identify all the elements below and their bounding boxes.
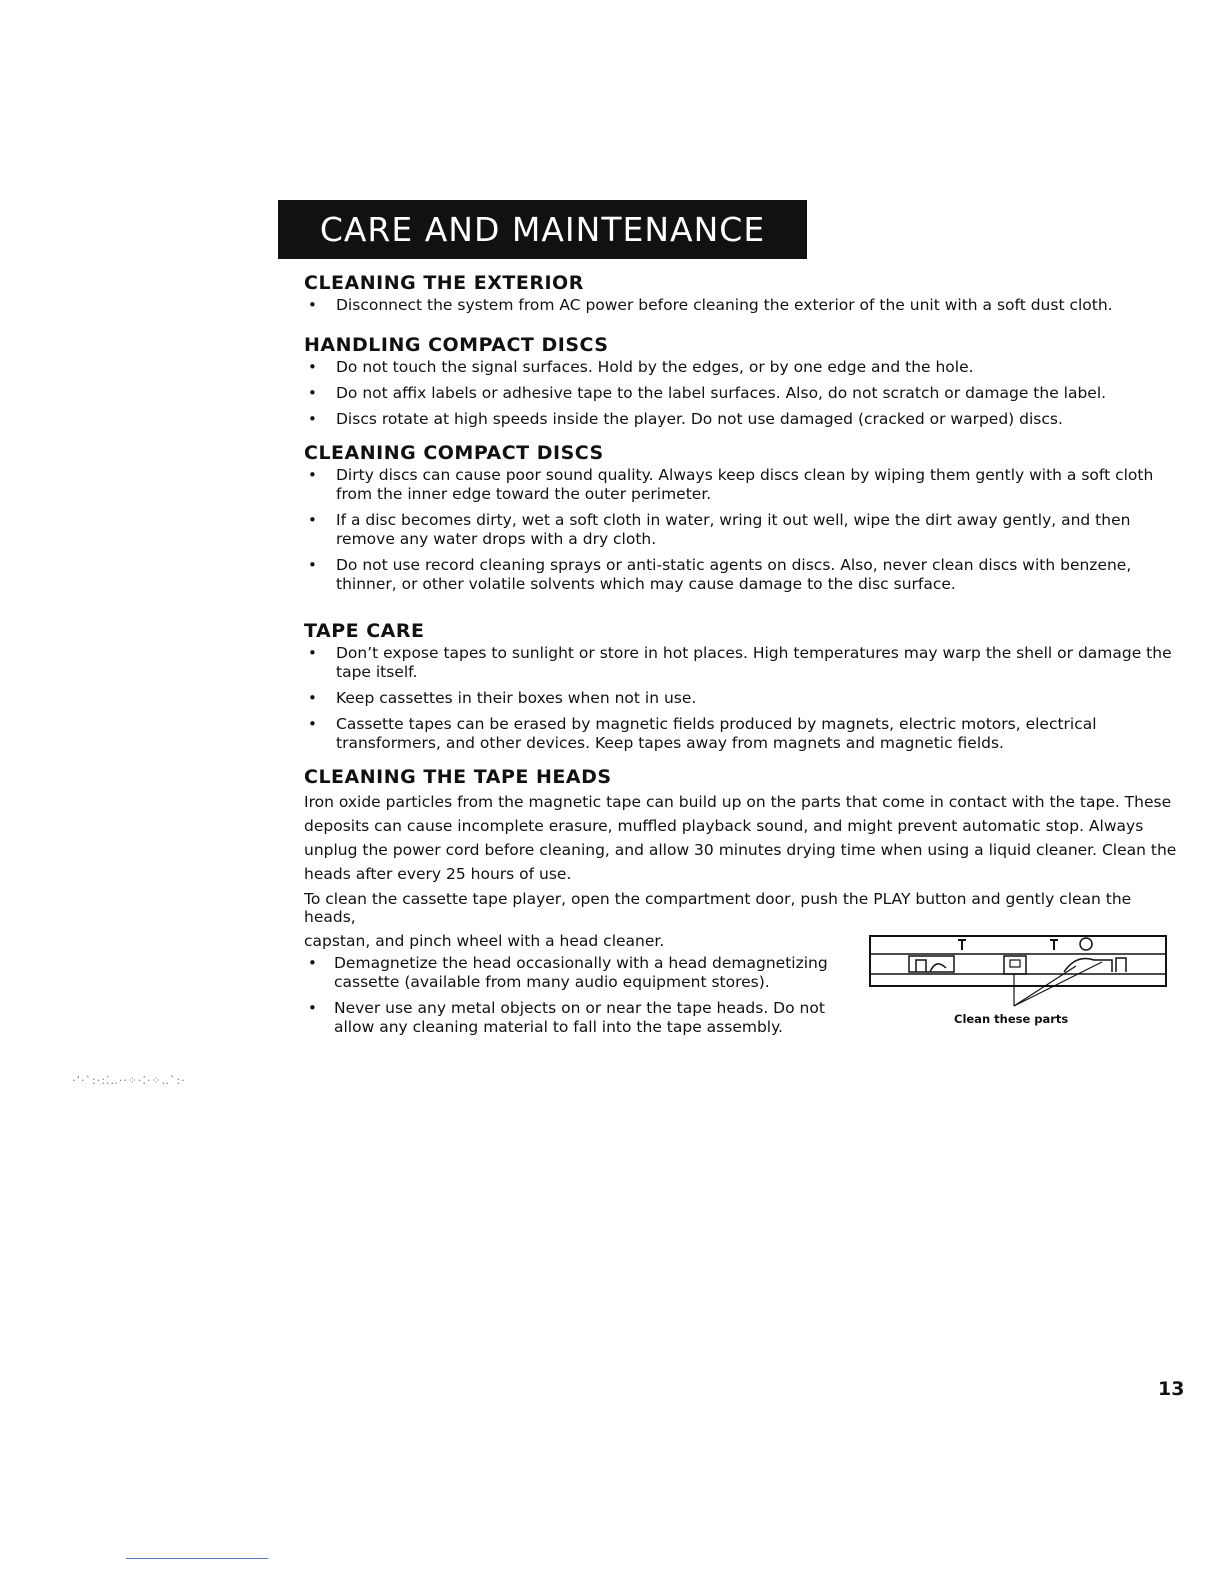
- list-item: • Discs rotate at high speeds inside the player. Do not use damaged (cracked or warped) discs.: [304, 410, 1106, 429]
- scan-artifact: ·ʼ‧ˋ:·:⁚‥·‧⁘·⁚·⁘‥ˋ:·: [72, 1074, 186, 1087]
- list-item: • Disconnect the system from AC power before cleaning the exterior of the unit with a soft dust cloth.: [304, 296, 1113, 315]
- list-item: • Never use any metal objects on or near the tape heads. Do not allow any cleaning material to fall into the tape assembly.: [304, 999, 864, 1037]
- list-item: • If a disc becomes dirty, wet a soft cloth in water, wring it out well, wipe the dirt away gently, and then remove any water drops with a dry cloth.: [304, 511, 1184, 549]
- section-heading: CLEANING COMPACT DISCS: [304, 442, 604, 464]
- page-number: 13: [1158, 1378, 1185, 1400]
- list-item: • Keep cassettes in their boxes when not in use.: [304, 689, 1184, 708]
- section-tape-care: [304, 618, 1184, 760]
- section-heading: TAPE CARE: [304, 620, 425, 642]
- bullet-list: [304, 358, 1106, 429]
- section-heading: CLEANING THE TAPE HEADS: [304, 766, 612, 788]
- list-item: • Demagnetize the head occasionally with a head demagnetizing cassette (available from many audio equipment stores).: [304, 954, 864, 992]
- tape-heads-text: [304, 930, 864, 1037]
- diagram-caption: Clean these parts: [954, 1012, 1069, 1026]
- bullet-list: [304, 954, 864, 1037]
- bullet-list: [304, 296, 1113, 315]
- section-cleaning-tape-heads: [304, 764, 1184, 1044]
- section-handling-discs: [304, 332, 1106, 436]
- section-heading: HANDLING COMPACT DISCS: [304, 334, 609, 356]
- list-item: • Dirty discs can cause poor sound quality. Always keep discs clean by wiping them gently with a soft cloth from the inner edge toward the outer perimeter.: [304, 466, 1184, 504]
- section-heading: CLEANING THE EXTERIOR: [304, 272, 584, 294]
- bullet-list: [304, 644, 1184, 753]
- list-item: • Don’t expose tapes to sunlight or store in hot places. High temperatures may warp the shell or damage the tape itself.: [304, 644, 1184, 682]
- paragraph: To clean the cassette tape player, open the compartment door, push the PLAY button and gently clean the heads,: [304, 890, 1132, 926]
- list-item: • Do not use record cleaning sprays or anti-static agents on discs. Also, never clean discs with benzene, thinner, or other volatile solvents which may cause damage to the disc surface.: [304, 556, 1184, 594]
- bullet-list: [304, 466, 1184, 594]
- tape-heads-lower: [304, 930, 1184, 1037]
- list-item: • Do not affix labels or adhesive tape to the label surfaces. Also, do not scratch or damage the label.: [304, 384, 1106, 403]
- page-title-banner: CARE AND MAINTENANCE: [278, 200, 807, 259]
- paragraph: Iron oxide particles from the magnetic tape can build up on the parts that come in contact with the tape. These deposits can cause incomplete erasure, muffled playback sound, and might prevent automatic stop. Always unplug the power cord before cleaning, and allow 30 minutes drying time when using a liquid cleaner. Clean the heads after every 25 hours of use.: [304, 793, 1177, 883]
- list-item: • Do not touch the signal surfaces. Hold by the edges, or by one edge and the hole.: [304, 358, 1106, 377]
- footer-divider: [126, 1558, 268, 1559]
- section-cleaning-exterior: [304, 270, 1113, 322]
- tape-head-diagram: [864, 932, 1174, 1042]
- section-cleaning-discs: [304, 440, 1184, 601]
- paragraph: capstan, and pinch wheel with a head cleaner.: [304, 932, 665, 950]
- tape-mechanism-illustration: [864, 932, 1174, 1012]
- list-item: • Cassette tapes can be erased by magnetic fields produced by magnets, electric motors, electrical transformers, and other devices. Keep tapes away from magnets and magnetic fields.: [304, 715, 1184, 753]
